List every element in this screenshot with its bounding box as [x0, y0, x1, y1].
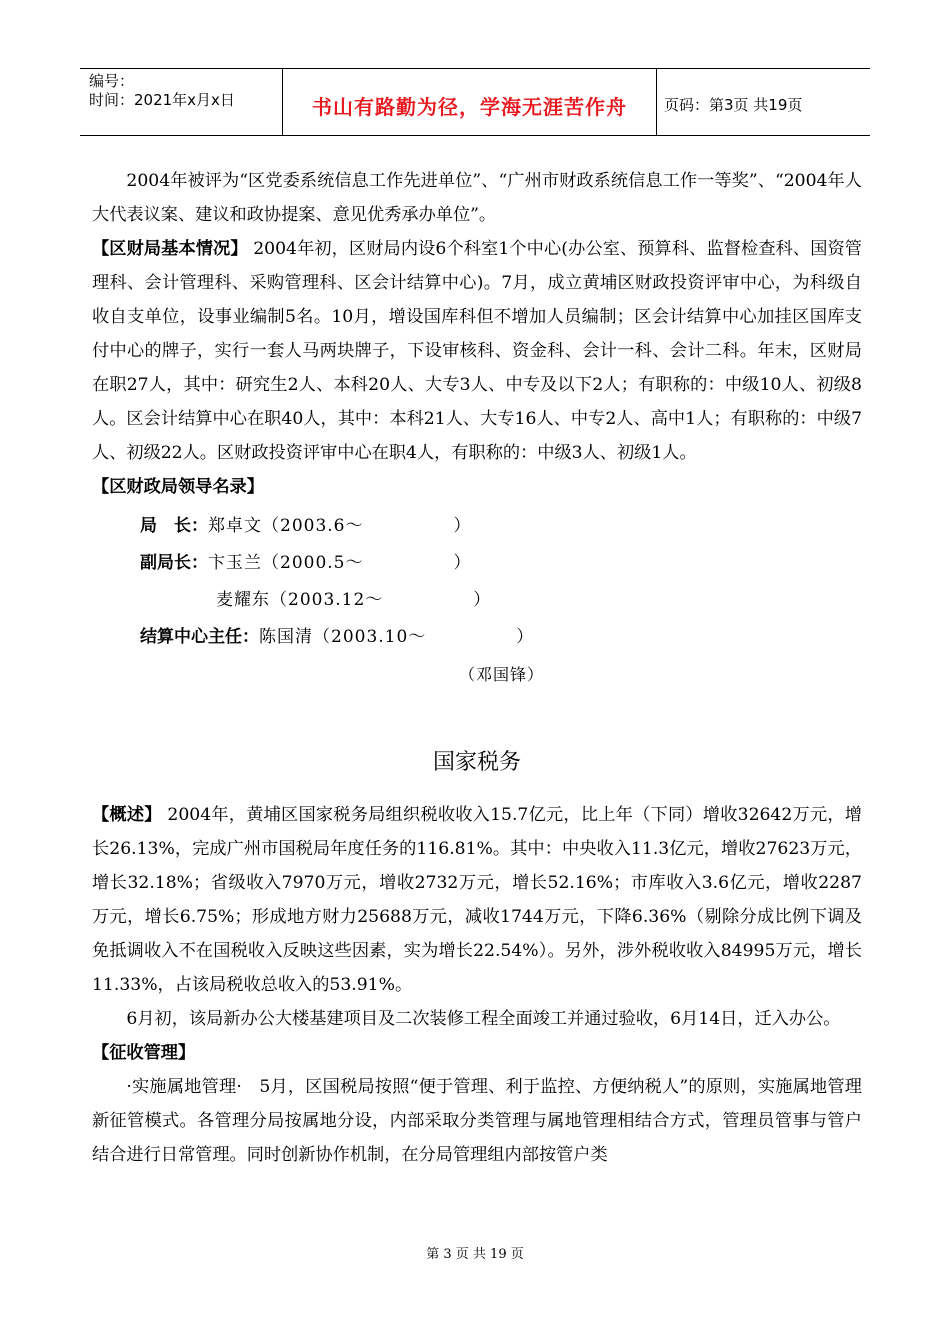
section-heading-collection: 【征收管理】 — [92, 1043, 196, 1063]
leader-name: 卞玉兰（2000.5～ ） — [208, 553, 472, 573]
number-label: 编号： — [89, 72, 135, 90]
leader-name: 陈国清（2003.10～ ） — [259, 627, 535, 647]
leader-row — [92, 582, 862, 619]
paragraph-awards: 2004年被评为“区党委系统信息工作先进单位”、“广州市财政系统信息工作一等奖”、“2004年人大代表议案、建议和政协提案、意见优秀承办单位”。 — [92, 171, 862, 225]
page-header-table — [80, 68, 870, 136]
paragraph-office-move: 6月初，该局新办公大楼基建项目及二次装修工程全面竣工并通过验收，6月14日，迁入办公。 — [126, 1009, 841, 1029]
header-motto: 书山有路勤为径，学海无涯苦作舟 — [283, 69, 657, 135]
header-page-info: 页码：第3页 共19页 — [664, 95, 803, 114]
page-footer: 第 3 页 共 19 页 — [426, 1247, 524, 1262]
section-heading-finance: 【区财局基本情况】 — [92, 239, 248, 259]
document-body — [92, 164, 862, 1172]
section-title: 国家税务 — [432, 750, 521, 775]
tax-overview-text: 2004年，黄埔区国家税务局组织税收收入15.7亿元，比上年（下同）增收32642万元，增长26.13%，完成广州市国税局年度任务的116.81%。其中：中央收入11.3亿元，增收27623万元，增长32.18%；省级收入7970万元，增收2732万元，增长52.16%；市库收入3.6亿元，增收2287万元，增长6.75%；形成地方财力25688万元，减收1744万元，下降6.36%（剔除分成比例下调及免抵调收入不在国税收入反映这些因素，实为增长22.54%）。另外，涉外税收收入84995万元，增长11.33%，占该局税收总收入的53.91%。 — [92, 805, 862, 995]
section-heading-leaders: 【区财政局领导名录】 — [92, 477, 264, 497]
date-label: 时间：2021年x月x日 — [89, 91, 235, 109]
leader-list — [92, 508, 862, 656]
paragraph-finance-overview — [92, 232, 862, 470]
header-meta-cell — [80, 69, 283, 135]
leader-role: 结算中心主任： — [140, 627, 259, 647]
leader-row — [92, 619, 862, 656]
author-credit: （邓国锋） — [458, 665, 544, 684]
paragraph-collection: ·实施属地管理· 5月，区国税局按照“便于管理、利于监控、方便纳税人”的原则，实施属地管理新征管模式。各管理分局按属地分设，内部采取分类管理与属地管理相结合方式，管理员管事与管户结合进行日常管理。同时创新协作机制，在分局管理组内部按管户类 — [92, 1077, 862, 1165]
leader-row — [92, 508, 862, 545]
section-heading-overview: 【概述】 — [92, 805, 162, 825]
leader-row — [92, 545, 862, 582]
leader-role: 副局长： — [140, 553, 208, 573]
leader-name: 麦耀东（2003.12～ ） — [216, 590, 492, 610]
leader-name: 郑卓文（2003.6～ ） — [208, 516, 472, 536]
finance-overview-text: 2004年初，区财局内设6个科室1个中心(办公室、预算科、监督检查科、国资管理科、会计管理科、采购管理科、区会计结算中心)。7月，成立黄埔区财政投资评审中心，为科级自收自支单位，设事业编制5名。10月，增设国库科但不增加人员编制；区会计结算中心加挂区国库支付中心的牌子，实行一套人马两块牌子，下设审核科、资金科、会计一科、会计二科。年末，区财局在职27人，其中：研究生2人、本科20人、大专3人、中专及以下2人；有职称的：中级10人、初级8人。区会计结算中心在职40人，其中：本科21人、大专16人、中专2人、高中1人；有职称的：中级7人、初级22人。区财政投资评审中心在职4人，有职称的：中级3人、初级1人。 — [92, 239, 862, 463]
paragraph-tax-overview — [92, 798, 862, 1002]
leader-role: 局 长： — [140, 516, 208, 536]
